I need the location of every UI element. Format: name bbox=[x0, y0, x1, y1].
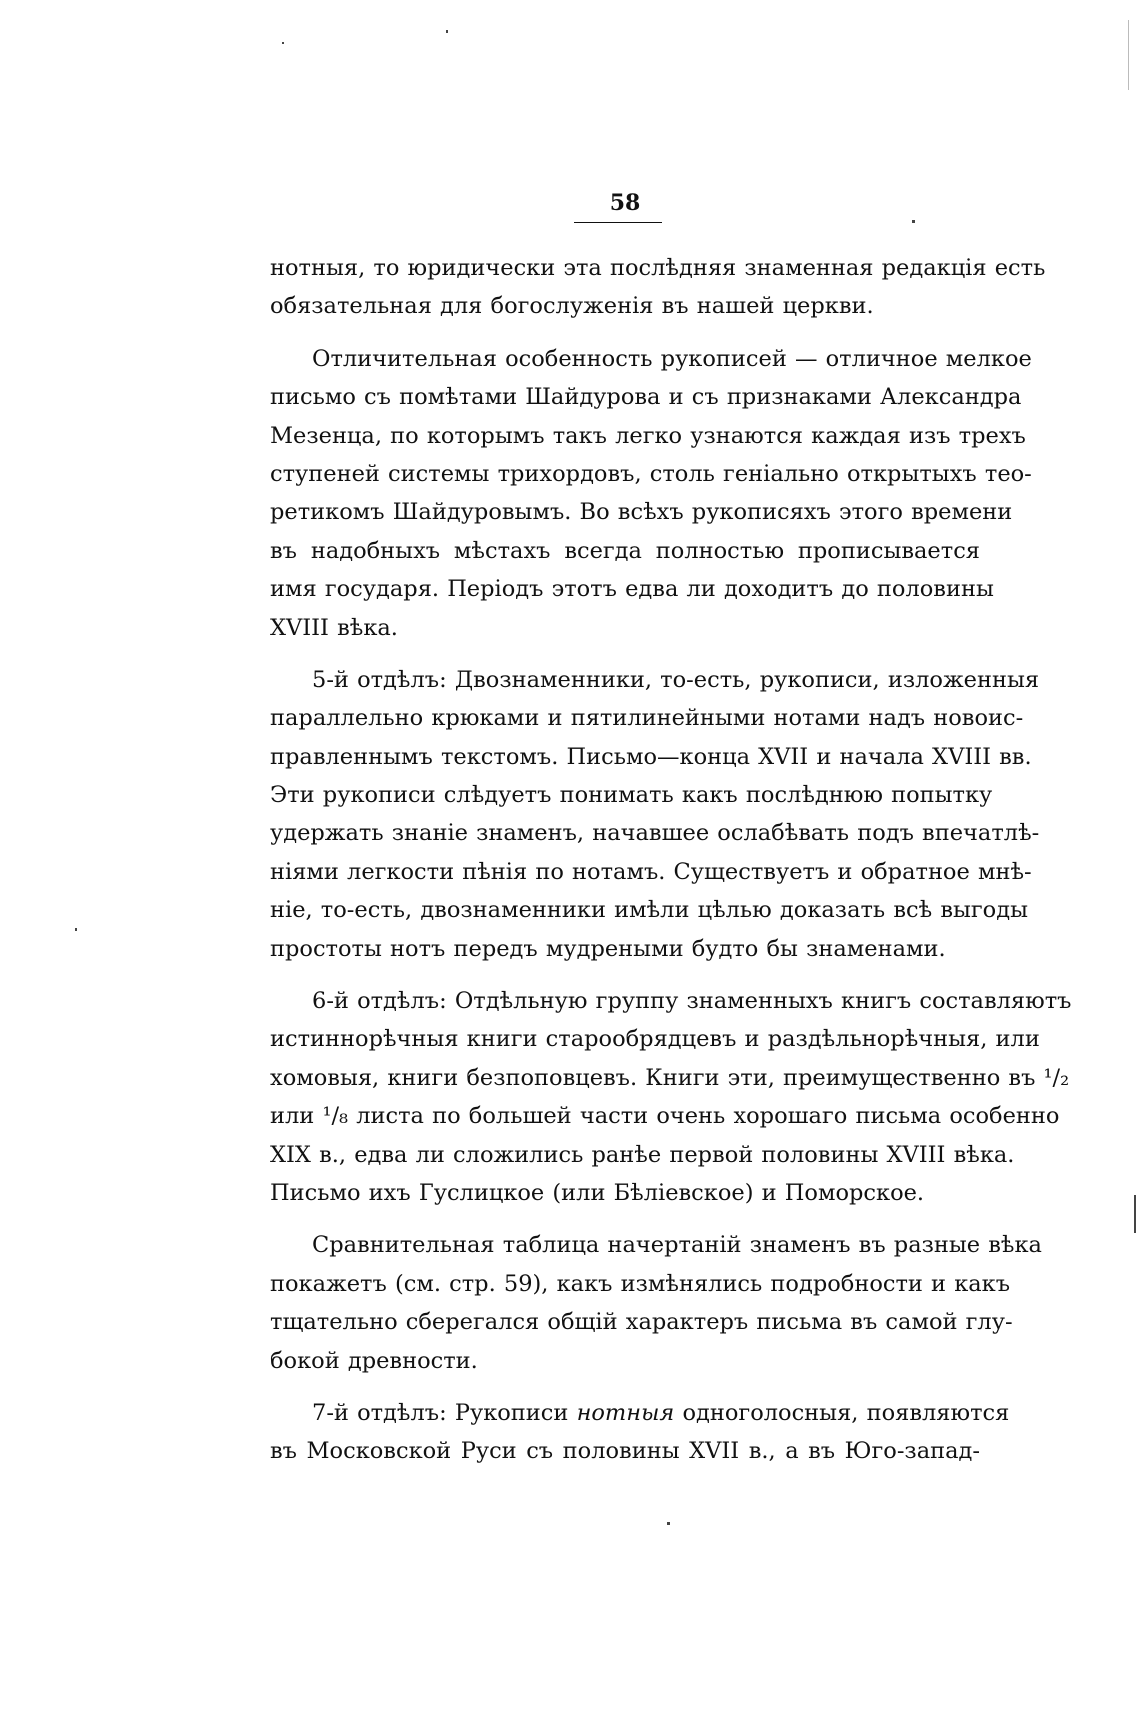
paragraph bbox=[270, 982, 1072, 1212]
scan-speck bbox=[667, 1522, 670, 1525]
text-line: Эти рукописи слѣдуетъ понимать какъ послѣднюю попытку bbox=[270, 782, 993, 809]
text-line: Письмо ихъ Гуслицкое (или Бѣліевское) и Поморское. bbox=[270, 1179, 925, 1206]
italic-word: нотныя bbox=[576, 1399, 675, 1426]
text-line: XVIII вѣка. bbox=[270, 614, 398, 641]
scan-edge-mark bbox=[1128, 20, 1129, 90]
book-page bbox=[270, 190, 1072, 1485]
text-line: или ¹/₈ листа по большей части очень хорошаго письма особенно bbox=[270, 1103, 1060, 1130]
paragraph bbox=[270, 340, 1032, 647]
text-line: въ надобныхъ мѣстахъ всегда полностью прописывается bbox=[270, 537, 980, 564]
text-line: 5-й отдѣлъ: Двознаменники, то-есть, рукописи, изложенныя bbox=[312, 666, 1040, 693]
text-line: обязательная для богослуженія въ нашей церкви. bbox=[270, 293, 874, 320]
scan-speck bbox=[446, 30, 448, 33]
text-line bbox=[270, 1394, 1010, 1432]
text-line: параллельно крюками и пятилинейными нотами надъ новоис- bbox=[270, 705, 1024, 732]
text-line: XIX в., едва ли сложились ранѣе первой половины XVIII вѣка. bbox=[270, 1141, 1015, 1168]
text-run: 7-й отдѣлъ: Рукописи bbox=[312, 1399, 577, 1426]
text-line: письмо съ помѣтами Шайдурова и съ признаками Александра bbox=[270, 384, 1022, 411]
scan-speck bbox=[912, 220, 915, 223]
scan-edge-mark bbox=[1134, 1195, 1136, 1233]
text-line: ніе, то-есть, двознаменники имѣли цѣлью доказать всѣ выгоды bbox=[270, 897, 1028, 924]
paragraph bbox=[270, 661, 1040, 968]
paragraph bbox=[270, 1394, 1010, 1471]
text-line: въ Московской Руси съ половины XVII в., а въ Юго-запад- bbox=[270, 1438, 980, 1465]
page-number: 58 bbox=[609, 190, 641, 216]
page-number-rule bbox=[574, 222, 662, 223]
text-line: 6-й отдѣлъ: Отдѣльную группу знаменныхъ книгъ составляютъ bbox=[312, 988, 1072, 1015]
text-line: нотныя, то юридически эта послѣдняя знаменная редакція есть bbox=[270, 255, 1046, 281]
text-line: Мезенца, по которымъ такъ легко узнаются каждая изъ трехъ bbox=[270, 422, 1026, 449]
text-line: истиннорѣчныя книги старообрядцевъ и раздѣльнорѣчныя, или bbox=[270, 1026, 1040, 1053]
text-line: правленнымъ текстомъ. Письмо—конца XVII и начала XVIII вв. bbox=[270, 743, 1032, 770]
text-line: Отличительная особенность рукописей — отличное мелкое bbox=[312, 345, 1032, 372]
text-line: ніями легкости пѣнія по нотамъ. Существуетъ и обратное мнѣ- bbox=[270, 858, 1032, 885]
scan-speck bbox=[75, 928, 77, 931]
text-line: хомовыя, книги безпоповцевъ. Книги эти, преимущественно въ ¹/₂ bbox=[270, 1064, 1070, 1091]
text-line: ступеней системы трихордовъ, столь геніально открытыхъ тео- bbox=[270, 460, 1032, 487]
text-line: имя государя. Періодъ этотъ едва ли доходитъ до половины bbox=[270, 576, 994, 603]
text-line: простоты нотъ передъ мудреными будто бы знаменами. bbox=[270, 935, 946, 962]
paragraph bbox=[270, 249, 1046, 326]
text-line: удержать знаніе знаменъ, начавшее ослабѣвать подъ впечатлѣ- bbox=[270, 820, 1040, 847]
text-line: ретикомъ Шайдуровымъ. Во всѣхъ рукописяхъ этого времени bbox=[270, 499, 1013, 526]
text-line: покажетъ (см. стр. 59), какъ измѣнялись подробности и какъ bbox=[270, 1270, 1011, 1297]
text-line: Сравнительная таблица начертаній знаменъ въ разные вѣка bbox=[312, 1232, 1042, 1259]
text-line: тщательно сберегался общій характеръ письма въ самой глу- bbox=[270, 1309, 1013, 1336]
text-line: бокой древности. bbox=[270, 1347, 478, 1374]
scan-speck bbox=[282, 42, 284, 44]
text-run: одноголосныя, появляются bbox=[674, 1399, 1010, 1426]
paragraph bbox=[270, 1226, 1042, 1380]
